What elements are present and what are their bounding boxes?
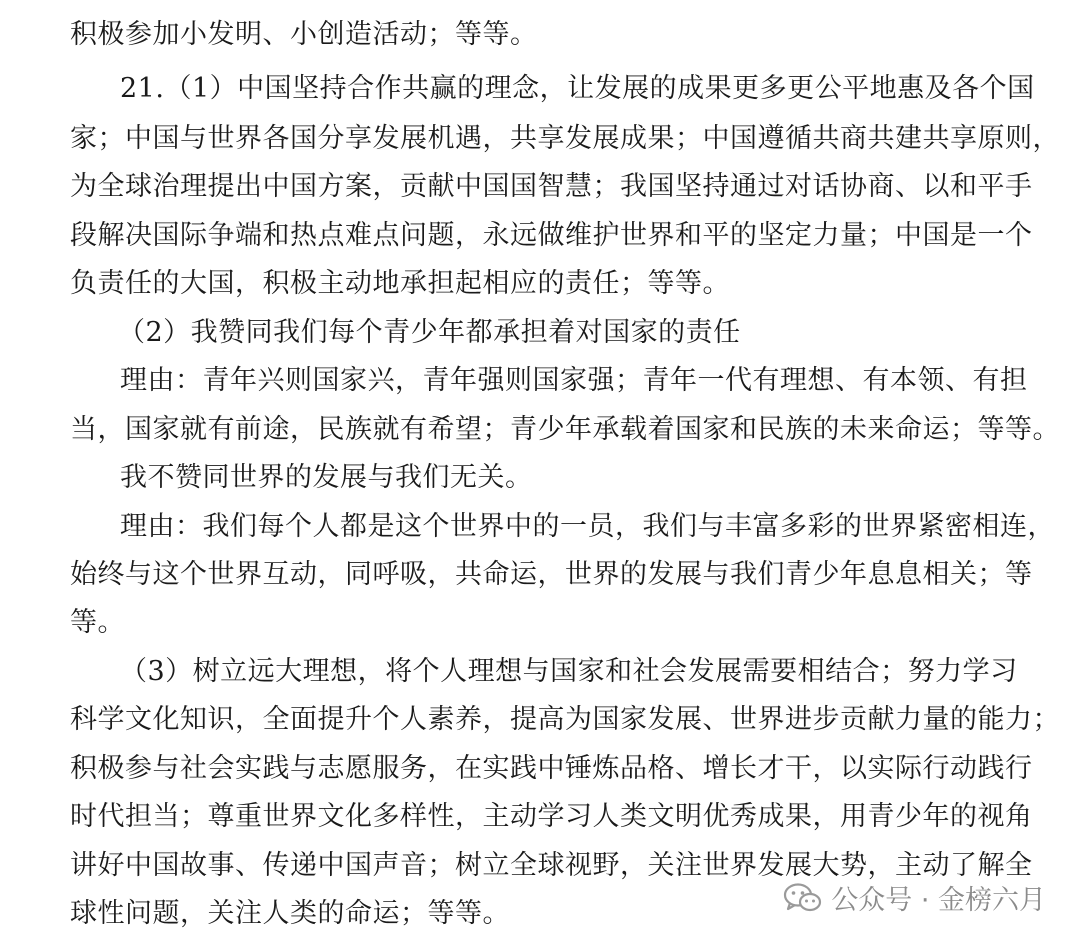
text-line-18: 讲好中国故事、传递中国声音；树立全球视野，关注世界发展大势，主动了解全 xyxy=(70,850,1033,881)
text-line-13: 等。 xyxy=(70,607,125,638)
text-line-17: 时代担当；尊重世界文化多样性，主动学习人类文明优秀成果，用青少年的视角 xyxy=(70,801,1033,832)
text-line-15: 科学文化知识，全面提升个人素养，提高为国家发展、世界进步贡献力量的能力； xyxy=(70,704,1060,735)
wechat-icon xyxy=(783,882,823,914)
text-line-3: 家；中国与世界各国分享发展机遇，共享发展成果；中国遵循共商共建共享原则， xyxy=(70,123,1060,154)
text-line-5: 段解决国际争端和热点难点问题，永远做维护世界和平的坚定力量；中国是一个 xyxy=(70,220,1033,251)
text-line-2: 21.（1）中国坚持合作共赢的理念，让发展的成果更多更公平地惠及各个国 xyxy=(120,73,1035,104)
text-line-10: 我不赞同世界的发展与我们无关。 xyxy=(120,462,533,493)
text-line-1: 积极参加小发明、小创造活动；等等。 xyxy=(70,19,538,50)
text-line-8: 理由：青年兴则国家兴，青年强则国家强；青年一代有理想、有本领、有担 xyxy=(120,365,1028,396)
text-line-19: 球性问题，关注人类的命运；等等。 xyxy=(70,898,510,929)
text-line-4: 为全球治理提出中国方案，贡献中国国智慧；我国坚持通过对话协商、以和平手 xyxy=(70,171,1033,202)
wechat-watermark xyxy=(783,878,1046,917)
text-line-14: （3）树立远大理想，将个人理想与国家和社会发展需要相结合；努力学习 xyxy=(120,656,1018,687)
text-line-11: 理由：我们每个人都是这个世界中的一员，我们与丰富多彩的世界紧密相连， xyxy=(120,511,1055,542)
text-line-16: 积极参与社会实践与志愿服务，在实践中锤炼品格、增长才干，以实际行动践行 xyxy=(70,753,1033,784)
text-line-6: 负责任的大国，积极主动地承担起相应的责任；等等。 xyxy=(70,268,730,299)
text-line-7: （2）我赞同我们每个青少年都承担着对国家的责任 xyxy=(118,317,741,348)
text-line-12: 始终与这个世界互动，同呼吸，共命运，世界的发展与我们青少年息息相关；等 xyxy=(70,559,1033,590)
watermark-text: 公众号 · 金榜六月 xyxy=(831,885,1046,916)
text-line-9: 当，国家就有前途，民族就有希望；青少年承载着国家和民族的未来命运；等等。 xyxy=(70,414,1060,445)
